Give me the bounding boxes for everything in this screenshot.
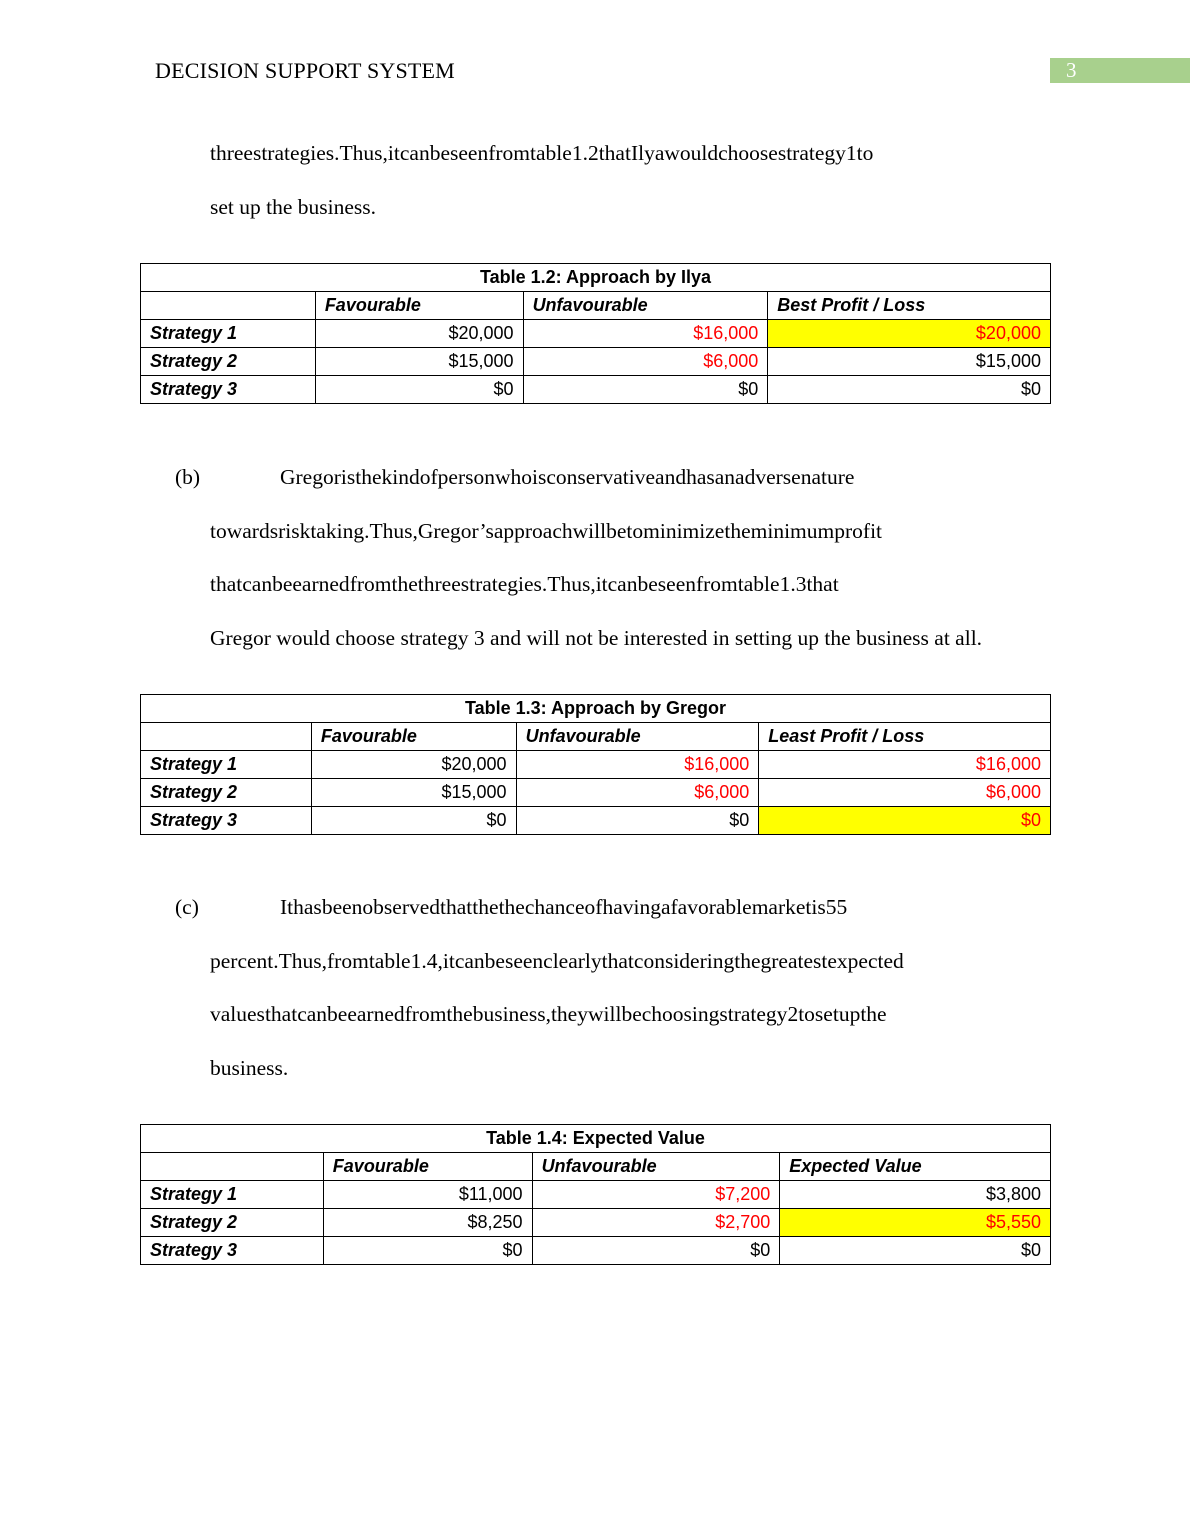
word: person — [437, 465, 495, 489]
result-cell-highlighted: $20,000 — [768, 320, 1051, 348]
word: can — [242, 572, 273, 597]
word: Gregor — [280, 465, 341, 489]
word: up — [838, 1002, 861, 1027]
unfavourable-cell: $0 — [523, 376, 768, 404]
column-header — [141, 723, 312, 751]
word: expected — [827, 948, 904, 973]
paragraph-line — [210, 881, 1048, 935]
word: be — [429, 141, 451, 165]
word: who — [495, 465, 533, 489]
word: greatest — [760, 948, 828, 973]
word: 1.3 — [779, 572, 807, 597]
word: be — [637, 572, 658, 597]
result-cell: $6,000 — [759, 779, 1051, 807]
word: table — [737, 572, 780, 597]
row-label: Strategy 2 — [141, 348, 316, 376]
word: would — [664, 141, 719, 165]
favourable-cell: $20,000 — [311, 751, 516, 779]
row-label: Strategy 3 — [141, 807, 312, 835]
word: is — [340, 465, 356, 489]
word: three — [417, 572, 461, 597]
favourable-cell: $11,000 — [323, 1181, 532, 1209]
word: seen — [657, 572, 696, 597]
word: having — [602, 895, 661, 919]
word: to — [626, 518, 644, 543]
table-row — [141, 807, 1051, 835]
word: from — [695, 572, 738, 597]
table-row — [141, 320, 1051, 348]
word: to — [856, 141, 874, 165]
result-cell: $15,000 — [768, 348, 1051, 376]
table-row — [141, 1237, 1051, 1265]
word: of — [584, 895, 603, 919]
row-label: Strategy 1 — [141, 751, 312, 779]
unfavourable-cell: $6,000 — [516, 779, 759, 807]
word: be — [327, 1002, 348, 1027]
word: the — [734, 948, 761, 973]
unfavourable-cell: $0 — [516, 807, 759, 835]
word: clearly — [543, 948, 602, 973]
word: it — [387, 141, 400, 165]
favourable-cell: $8,250 — [323, 1209, 532, 1237]
word: seen — [504, 948, 544, 973]
word: favorable — [670, 895, 752, 919]
word: approach — [493, 518, 573, 543]
word: choosing — [641, 1002, 720, 1027]
word: be — [621, 1002, 642, 1027]
word: choose — [718, 141, 778, 165]
word: the — [498, 895, 525, 919]
column-header-favourable: Favourable — [323, 1153, 532, 1181]
word: a — [660, 895, 671, 919]
word: 1 — [845, 141, 857, 165]
word: that — [264, 1002, 298, 1027]
result-cell: $0 — [780, 1237, 1051, 1265]
paragraph-line — [210, 988, 1048, 1042]
word: can — [454, 948, 485, 973]
word: from — [349, 572, 392, 597]
word: It — [280, 895, 294, 919]
column-header — [141, 292, 316, 320]
result-cell: $3,800 — [780, 1181, 1051, 1209]
paragraph-line — [210, 935, 1048, 989]
word: percent. — [210, 948, 279, 973]
word: that — [440, 895, 473, 919]
table-row — [141, 779, 1051, 807]
column-header-favourable: Favourable — [315, 292, 523, 320]
word: it — [595, 572, 608, 597]
word: values — [210, 1002, 265, 1027]
word: the — [446, 1002, 473, 1027]
word: Thus, — [547, 572, 596, 597]
word: and — [655, 465, 687, 489]
table-1-4 — [140, 1124, 1051, 1265]
section-marker-b: (b) — [175, 465, 201, 489]
paragraph-line — [210, 451, 1048, 505]
word: profit — [834, 518, 883, 543]
column-header-unfavourable: Unfavourable — [532, 1153, 780, 1181]
word: 1.4, — [410, 948, 443, 973]
word: that — [806, 572, 839, 597]
favourable-cell: $20,000 — [315, 320, 523, 348]
word: strategies. — [460, 572, 548, 597]
word: the — [472, 895, 499, 919]
word: table — [530, 141, 572, 165]
word: the — [860, 1002, 887, 1027]
paragraph-line: business. — [210, 1056, 289, 1081]
word: business, — [472, 1002, 551, 1027]
word: will — [572, 518, 607, 543]
word: nature — [800, 465, 855, 489]
word: adverse — [735, 465, 801, 489]
row-label: Strategy 1 — [141, 320, 316, 348]
word: earned — [347, 1002, 405, 1027]
result-cell-highlighted: $5,550 — [780, 1209, 1051, 1237]
word: taking. — [310, 518, 370, 543]
word: strategies. — [252, 141, 340, 165]
word: is — [811, 895, 826, 919]
word: it — [442, 948, 455, 973]
word: 55 — [825, 895, 848, 919]
column-header-favourable: Favourable — [311, 723, 516, 751]
word: minimize — [643, 518, 725, 543]
table-caption: Table 1.4: Expected Value — [141, 1125, 1051, 1153]
word: is — [532, 465, 547, 489]
word: kind — [381, 465, 420, 489]
unfavourable-cell: $6,000 — [523, 348, 768, 376]
row-label: Strategy 3 — [141, 376, 316, 404]
word: of — [419, 465, 438, 489]
row-label: Strategy 3 — [141, 1237, 324, 1265]
unfavourable-cell: $7,200 — [532, 1181, 780, 1209]
favourable-cell: $0 — [315, 376, 523, 404]
favourable-cell: $15,000 — [315, 348, 523, 376]
word: the — [355, 465, 382, 489]
column-header — [141, 1153, 324, 1181]
word: that — [601, 948, 634, 973]
word: table — [368, 948, 411, 973]
section-b-paragraph — [210, 451, 1048, 666]
paragraph-line: Gregor would choose strategy 3 and will not be interested in setting up the business at all. — [210, 626, 983, 651]
column-header-result: Least Profit / Loss — [759, 723, 1051, 751]
word: an — [714, 465, 736, 489]
table-row — [141, 376, 1051, 404]
unfavourable-cell: $16,000 — [516, 751, 759, 779]
table-row — [141, 348, 1051, 376]
word: 1.2 — [571, 141, 599, 165]
word: be — [606, 518, 627, 543]
word: Gregor’s — [417, 518, 494, 543]
word: Thus, — [278, 948, 328, 973]
word: can — [297, 1002, 328, 1027]
column-header-unfavourable: Unfavourable — [523, 292, 768, 320]
word: will — [587, 1002, 622, 1027]
word: to — [798, 1002, 815, 1027]
table-1-2 — [140, 263, 1051, 404]
section-marker-c: (c) — [175, 895, 199, 919]
word: set — [814, 1002, 839, 1027]
word: be — [484, 948, 505, 973]
table-1-3 — [140, 694, 1051, 835]
paragraph-line — [210, 505, 1048, 559]
paragraph-line — [210, 127, 1048, 181]
intro-paragraph — [210, 127, 1048, 234]
word: be — [272, 572, 293, 597]
word: Thus, — [339, 141, 388, 165]
word: the — [391, 572, 418, 597]
word: Ilya — [630, 141, 665, 165]
word: from — [488, 141, 531, 165]
word: that — [598, 141, 631, 165]
table-caption: Table 1.2: Approach by Ilya — [141, 264, 1051, 292]
table-row — [141, 751, 1051, 779]
result-cell: $16,000 — [759, 751, 1051, 779]
result-cell: $0 — [768, 376, 1051, 404]
row-label: Strategy 2 — [141, 779, 312, 807]
word: minimum — [750, 518, 835, 543]
paragraph-line — [210, 558, 1048, 612]
result-cell-highlighted: $0 — [759, 807, 1051, 835]
table-row — [141, 1181, 1051, 1209]
word: risk — [278, 518, 311, 543]
word: 2 — [787, 1002, 799, 1027]
word: they — [550, 1002, 588, 1027]
word: has — [686, 465, 715, 489]
column-header-result: Best Profit / Loss — [768, 292, 1051, 320]
unfavourable-cell: $16,000 — [523, 320, 768, 348]
table-caption: Table 1.3: Approach by Gregor — [141, 695, 1051, 723]
word: earned — [292, 572, 350, 597]
section-c-paragraph — [210, 881, 1048, 1096]
paragraph-line: set up the business. — [210, 194, 377, 219]
row-label: Strategy 1 — [141, 1181, 324, 1209]
word: observed — [362, 895, 441, 919]
running-header-title: DECISION SUPPORT SYSTEM — [155, 58, 455, 83]
word: strategy — [777, 141, 846, 165]
table-row — [141, 1209, 1051, 1237]
word: chance — [524, 895, 585, 919]
word: seen — [450, 141, 489, 165]
favourable-cell: $0 — [323, 1237, 532, 1265]
row-label: Strategy 2 — [141, 1209, 324, 1237]
unfavourable-cell: $2,700 — [532, 1209, 780, 1237]
word: can — [399, 141, 430, 165]
word: towards — [210, 518, 279, 543]
word: market — [751, 895, 812, 919]
word: that — [210, 572, 243, 597]
word: can — [607, 572, 638, 597]
word: strategy — [719, 1002, 788, 1027]
word: has — [293, 895, 322, 919]
column-header-result: Expected Value — [780, 1153, 1051, 1181]
word: from — [404, 1002, 447, 1027]
word: the — [724, 518, 751, 543]
word: from — [327, 948, 369, 973]
favourable-cell: $15,000 — [311, 779, 516, 807]
page-number: 3 — [1050, 58, 1190, 83]
word: considering — [633, 948, 735, 973]
column-header-unfavourable: Unfavourable — [516, 723, 759, 751]
unfavourable-cell: $0 — [532, 1237, 780, 1265]
word: three — [210, 141, 253, 165]
word: conservative — [546, 465, 656, 489]
word: been — [321, 895, 363, 919]
word: Thus, — [369, 518, 418, 543]
favourable-cell: $0 — [311, 807, 516, 835]
